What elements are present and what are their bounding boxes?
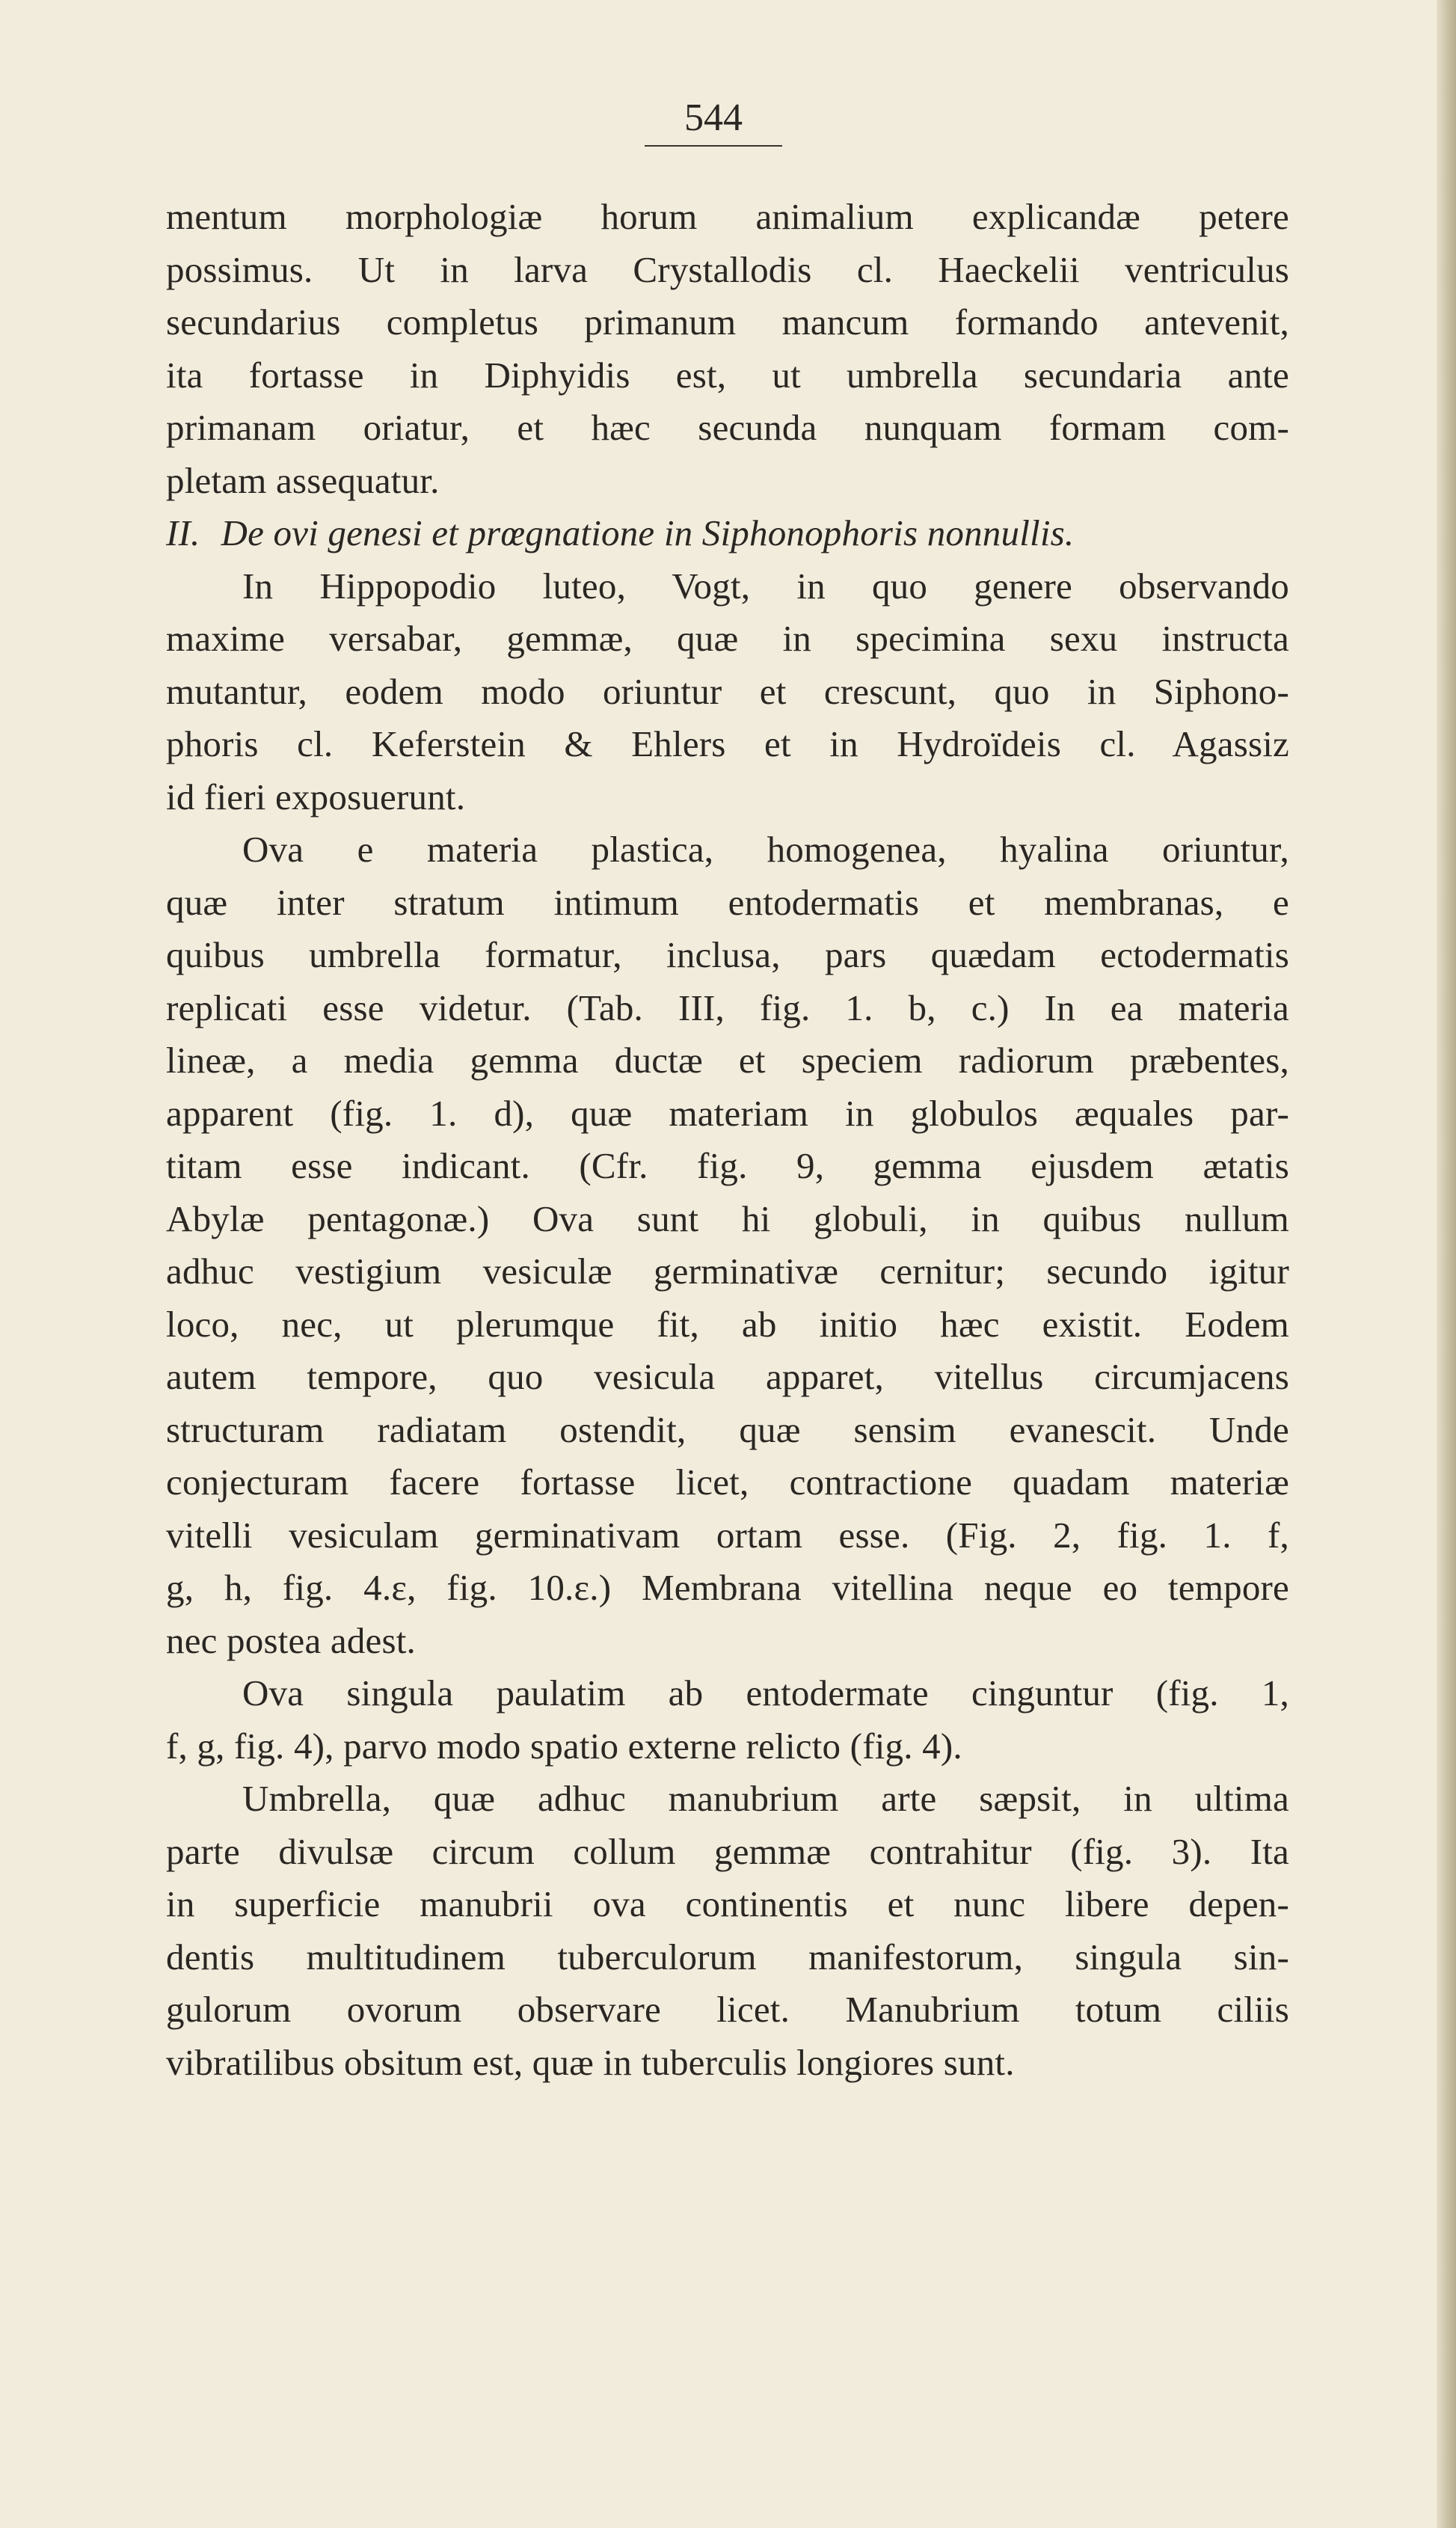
text-line: Umbrella, quæ adhuc manubrium arte sæpsit, in ultima <box>242 1778 1289 1819</box>
section-heading <box>166 507 1289 560</box>
text-line: parte divulsæ circum collum gemmæ contrahitur (fig. 3). Ita <box>166 1830 1289 1872</box>
paragraph <box>166 823 1289 1667</box>
text-line: titam esse indicant. (Cfr. fig. 9, gemma ejusdem ætatis <box>166 1145 1289 1186</box>
text-line: gulorum ovorum observare licet. Manubrium totum ciliis <box>166 1989 1289 2030</box>
text-line: conjecturam facere fortasse licet, contractione quadam materiæ <box>166 1461 1289 1503</box>
text-line: Ova singula paulatim ab entodermate cinguntur (fig. 1, <box>242 1672 1289 1714</box>
text-line: dentis multitudinem tuberculorum manifestorum, singula sin- <box>166 1936 1289 1978</box>
paragraph <box>166 560 1289 824</box>
section-number: II. <box>166 512 200 553</box>
paragraph <box>166 191 1289 507</box>
text-line: vibratilibus obsitum est, quæ in tuberculis longiores sunt. <box>166 2041 1015 2083</box>
text-line: autem tempore, quo vesicula apparet, vitellus circumjacens <box>166 1356 1289 1397</box>
page-number: 544 <box>645 96 782 147</box>
text-line: vitelli vesiculam germinativam ortam esse. (Fig. 2, fig. 1. f, <box>166 1514 1289 1556</box>
text-line: apparent (fig. 1. d), quæ materiam in globulos æquales par- <box>166 1092 1289 1134</box>
text-line: Ova e materia plastica, homogenea, hyalina oriuntur, <box>242 829 1289 870</box>
text-line: quæ inter stratum intimum entodermatis et membranas, e <box>166 881 1289 923</box>
text-line: maxime versabar, gemmæ, quæ in specimina sexu instructa <box>166 618 1289 659</box>
text-line: In Hippopodio luteo, Vogt, in quo genere observando <box>242 565 1289 607</box>
text-line: Abylæ pentagonæ.) Ova sunt hi globuli, in quibus nullum <box>166 1197 1289 1239</box>
text-line: f, g, fig. 4), parvo modo spatio externe relicto (fig. 4). <box>166 1725 962 1767</box>
text-line: pletam assequatur. <box>166 459 440 501</box>
text-line: adhuc vestigium vesiculæ germinativæ cernitur; secundo igitur <box>166 1251 1289 1292</box>
text-line: nec postea adest. <box>166 1619 417 1661</box>
text-line: g, h, fig. 4.ε, fig. 10.ε.) Membrana vitellina neque eo tempore <box>166 1567 1289 1608</box>
paragraph <box>166 1773 1289 2089</box>
text-line: replicati esse videtur. (Tab. III, fig. 1. b, c.) In ea materia <box>166 987 1289 1028</box>
text-block <box>166 191 1289 2089</box>
text-line: id fieri exposuerunt. <box>166 776 466 817</box>
text-line: phoris cl. Keferstein & Ehlers et in Hydroïdeis cl. Agassiz <box>166 723 1289 764</box>
text-line: secundarius completus primanum mancum formando antevenit, <box>166 301 1289 343</box>
section-title: De ovi genesi et prœgnatione in Siphonophoris nonnullis. <box>221 512 1075 553</box>
page-edge <box>1437 0 1456 2528</box>
text-line: structuram radiatam ostendit, quæ sensim evanescit. Unde <box>166 1408 1289 1450</box>
text-line: mutantur, eodem modo oriuntur et crescunt, quo in Siphono- <box>166 670 1289 712</box>
text-line: ita fortasse in Diphyidis est, ut umbrella secundaria ante <box>166 354 1289 396</box>
text-line: mentum morphologiæ horum animalium explicandæ petere <box>166 196 1289 237</box>
text-line: in superficie manubrii ova continentis et nunc libere depen- <box>166 1883 1289 1924</box>
text-line: lineæ, a media gemma ductæ et speciem radiorum præbentes, <box>166 1040 1289 1081</box>
text-line: possimus. Ut in larva Crystallodis cl. Haeckelii ventriculus <box>166 248 1289 290</box>
text-line: primanam oriatur, et hæc secunda nunquam formam com- <box>166 407 1289 448</box>
text-line: loco, nec, ut plerumque fit, ab initio hæc existit. Eodem <box>166 1303 1289 1345</box>
text-line: quibus umbrella formatur, inclusa, pars quædam ectodermatis <box>166 934 1289 975</box>
paragraph <box>166 1667 1289 1773</box>
